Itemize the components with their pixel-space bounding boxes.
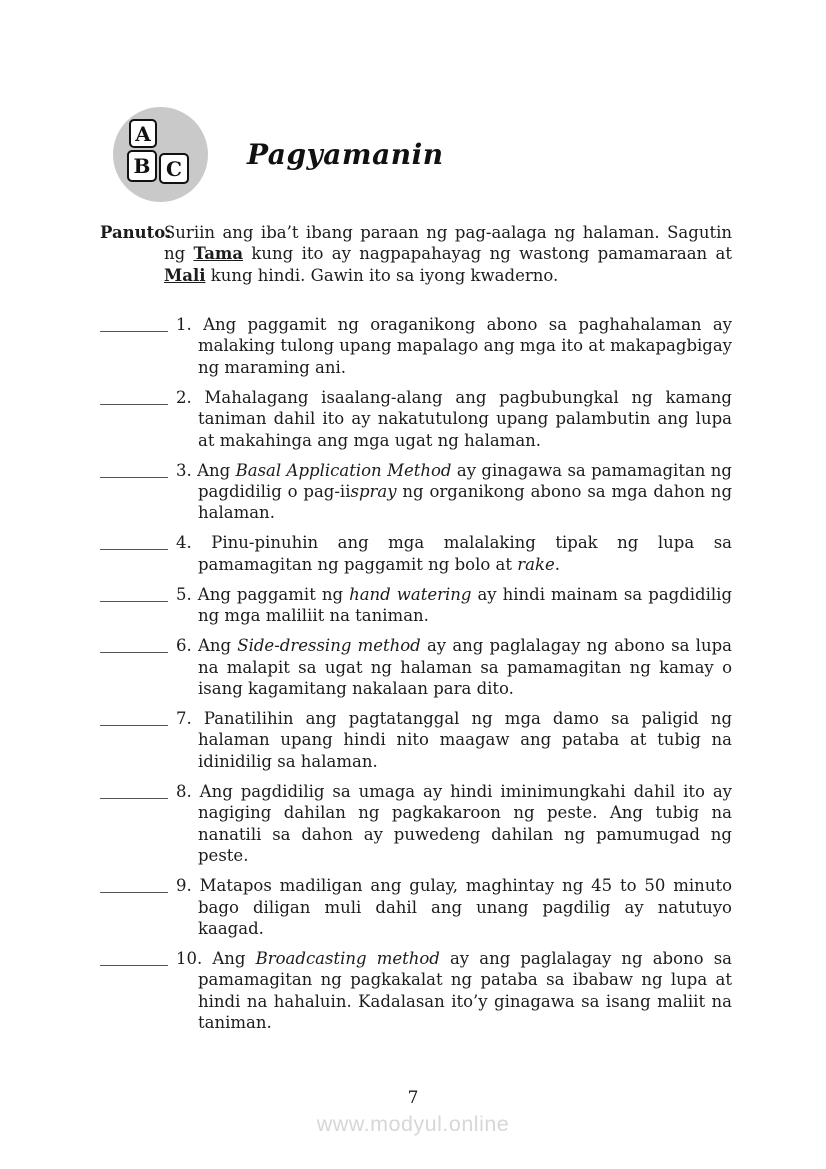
items-list (100, 314, 732, 1042)
item-text-segment: Matapos madiligan ang gulay, maghintay ng 45 to 50 minuto bago diligan muli dahil ang unang pagdilig ay natutuyo kaagad. (198, 876, 733, 938)
item-text-segment: Ang (212, 948, 256, 968)
answer-blank (100, 536, 168, 550)
item-number: 3. (176, 460, 192, 480)
worksheet-item (100, 532, 732, 575)
worksheet-item (100, 460, 732, 524)
item-number: 7. (176, 709, 192, 729)
answer-blank (100, 712, 168, 726)
item-number: 2. (176, 387, 192, 407)
worksheet-item (100, 635, 732, 699)
item-text (168, 532, 732, 575)
item-text-segment: ay ang paglalagay ng abono sa lupa na malapit sa ugat ng halaman sa pamamagitan ng kamay o isang kagamitang nakalaan para dito. (198, 636, 732, 699)
item-text-segment: ay ang paglalagay ng abono sa pamamagitan ng pagkakalat ng pataba sa ibabaw ng lupa at hindi na hahaluin. Kadalasan ito’y ginagawa sa isang maliit na taniman. (198, 948, 732, 1033)
instructions-part3: kung hindi. Gawin ito sa iyong kwaderno. (205, 265, 559, 285)
item-text-segment: ng organikong abono sa mga dahon ng halaman. (198, 482, 732, 523)
item-text-segment: Ang (197, 460, 236, 480)
item-text-segment: Ang pagdidilig sa umaga ay hindi iminimungkahi dahil ito ay nagiging dahilan ng pagkakaroon ng peste. Ang tubig na nanatili sa dahon ay puwedeng dahilan ng pamumugad ng peste. (198, 781, 732, 866)
item-text-italic-segment: rake (517, 554, 555, 574)
abc-blocks-icon (113, 107, 208, 202)
keyword-mali: Mali (164, 265, 206, 285)
answer-blank (100, 879, 168, 893)
item-number: 8. (176, 781, 192, 801)
item-text (168, 875, 732, 939)
item-text-segment: . (554, 554, 560, 574)
item-text (168, 781, 732, 867)
worksheet-item (100, 314, 732, 378)
item-text (168, 460, 732, 524)
item-number: 5. (176, 584, 192, 604)
answer-blank (100, 588, 168, 602)
answer-blank (100, 318, 168, 332)
item-text-italic-segment: hand watering (349, 584, 472, 604)
instructions-block (100, 222, 732, 286)
item-number: 6. (176, 636, 192, 656)
answer-blank (100, 639, 168, 653)
item-text-italic-segment: Side-dressing method (237, 636, 421, 656)
item-text-italic-segment: spray (350, 482, 397, 502)
answer-blank (100, 464, 168, 478)
section-header (113, 107, 444, 202)
item-text-segment: ay hindi mainam sa pagdidilig ng mga maliliit na taniman. (198, 584, 733, 626)
item-number: 9. (176, 876, 192, 896)
item-text (168, 387, 732, 451)
worksheet-item (100, 387, 732, 451)
item-text (168, 584, 732, 627)
instructions-part2: kung ito ay nagpapahayag ng wastong pamamaraan at (243, 244, 732, 264)
page-title: Pagyamanin (247, 138, 444, 171)
item-text-segment: Panatilihin ang pagtatanggal ng mga damo sa paligid ng halaman upang hindi nito maagaw ang pataba at tubig na idinidilig sa halaman. (198, 709, 733, 771)
site-watermark: www.modyul.online (316, 1112, 510, 1136)
item-text-segment: Pinu-pinuhin ang mga malalaking tipak ng lupa sa pamamagitan ng paggamit ng bolo at (198, 533, 732, 574)
item-text-segment: Ang paggamit ng oraganikong abono sa paghahalaman ay malaking tulong upang mapalago ang mga ito at makapagbigay ng maraming ani. (198, 315, 732, 377)
instructions-part1: Suriin ang iba’t ibang paraan ng pag-aalaga ng halaman. Sagutin ng (164, 223, 732, 264)
worksheet-item (100, 708, 732, 772)
item-text-segment: Ang paggamit ng (197, 584, 350, 604)
keyword-tama: Tama (193, 244, 244, 264)
item-text (168, 635, 732, 699)
instructions-text (164, 222, 732, 286)
block-letter-c: C (159, 153, 189, 184)
item-text-segment: ay ginagawa sa pamamagitan ng pagdidilig o pag-ii (198, 460, 732, 502)
block-letter-a: A (129, 119, 157, 148)
block-letter-b: B (127, 150, 157, 182)
item-number: 10. (176, 948, 203, 968)
answer-blank (100, 952, 168, 966)
page-number: 7 (407, 1088, 419, 1108)
item-text-italic-segment: Basal Application Method (235, 460, 452, 480)
worksheet-item (100, 948, 732, 1034)
worksheet-item (100, 781, 732, 867)
item-number: 4. (176, 533, 192, 553)
answer-blank (100, 785, 168, 799)
worksheet-item (100, 875, 732, 939)
item-text (168, 314, 732, 378)
answer-blank (100, 391, 168, 405)
item-text (168, 708, 732, 772)
item-text (168, 948, 732, 1034)
item-number: 1. (176, 315, 192, 334)
item-text-segment: Ang (197, 636, 238, 656)
instructions-label: Panuto: (100, 223, 172, 242)
worksheet-item (100, 584, 732, 627)
item-text-segment: Mahalagang isaalang-alang ang pagbubungkal ng kamang taniman dahil ito ay nakatutulong upang palambutin ang lupa at makahinga ang mga ugat ng halaman. (198, 387, 732, 450)
item-text-italic-segment: Broadcasting method (255, 948, 440, 968)
